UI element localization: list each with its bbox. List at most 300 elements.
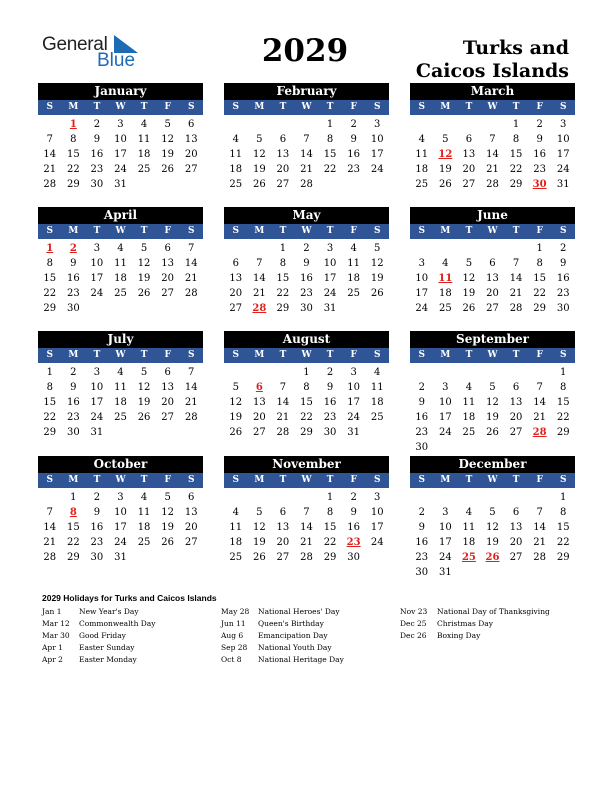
weekday-header <box>410 473 575 488</box>
empty-cell <box>434 117 458 132</box>
day-cell: 26 <box>486 427 499 438</box>
holiday-name: Commonwealth Day <box>79 619 156 628</box>
day-cell: 24 <box>556 164 570 175</box>
day-cell: 22 <box>509 164 523 175</box>
month-july <box>38 331 203 440</box>
holiday-date: Sep 28 <box>221 643 248 652</box>
day-cell: 1 <box>536 243 543 254</box>
day-cell: 23 <box>415 427 429 438</box>
day-cell: 5 <box>256 134 263 145</box>
day-cell: 24 <box>370 537 384 548</box>
day-cell: 18 <box>114 273 127 284</box>
month-march <box>410 83 575 192</box>
day-cell: 15 <box>533 273 546 284</box>
day-cell: 7 <box>303 507 310 518</box>
day-cell: 6 <box>164 367 171 378</box>
day-cell: 29 <box>66 552 80 563</box>
day-grid <box>38 117 203 192</box>
weekday-label: M <box>254 350 265 360</box>
weekday-label: W <box>487 226 498 236</box>
weekday-header <box>224 473 389 488</box>
day-cell: 15 <box>43 273 57 284</box>
day-cell: 21 <box>300 537 313 548</box>
day-cell: 8 <box>46 382 53 393</box>
day-cell: 29 <box>556 552 570 563</box>
weekday-label: M <box>254 102 265 112</box>
day-cell: 16 <box>556 273 570 284</box>
day-cell: 4 <box>465 382 473 393</box>
day-cell: 31 <box>114 179 127 190</box>
weekday-label: S <box>374 350 381 360</box>
day-cell: 15 <box>66 522 80 533</box>
day-cell: 28 <box>486 179 499 190</box>
day-cell: 21 <box>533 537 546 548</box>
holiday-row <box>42 618 156 630</box>
weekday-label: W <box>115 226 126 236</box>
day-cell: 31 <box>323 303 337 314</box>
weekday-header <box>38 473 203 488</box>
day-cell: 22 <box>533 288 546 299</box>
day-cell: 6 <box>489 258 496 269</box>
day-cell: 23 <box>556 288 570 299</box>
day-cell: 9 <box>326 382 334 393</box>
country-line-1: Turks and <box>462 37 569 59</box>
empty-cell <box>504 241 528 256</box>
month-august <box>224 331 389 440</box>
weekday-label: F <box>164 102 171 112</box>
day-cell: 21 <box>276 412 290 423</box>
day-cell: 4 <box>418 134 425 145</box>
logo <box>42 34 152 74</box>
day-cell: 13 <box>184 507 198 518</box>
day-cell: 3 <box>374 492 381 503</box>
day-cell: 3 <box>560 119 567 130</box>
weekday-label: T <box>140 475 148 485</box>
holiday-date: Aug 6 <box>221 631 244 640</box>
weekday-label: S <box>418 226 426 236</box>
holiday-date: Dec 26 <box>400 631 427 640</box>
day-cell: 26 <box>137 288 151 299</box>
day-cell: 11 <box>229 522 243 533</box>
holiday-row <box>42 642 156 654</box>
day-cell: 9 <box>93 507 101 518</box>
day-cell: 20 <box>486 288 499 299</box>
day-cell: 26 <box>252 552 266 563</box>
day-cell: 23 <box>533 164 546 175</box>
day-cell: 11 <box>370 382 384 393</box>
weekday-label: T <box>326 226 334 236</box>
day-cell: 21 <box>509 288 523 299</box>
month-october <box>38 456 203 565</box>
day-cell: 4 <box>140 119 148 130</box>
day-cell: 24 <box>415 303 429 314</box>
weekday-label: S <box>560 475 567 485</box>
day-cell: 7 <box>489 134 496 145</box>
day-cell: 27 <box>486 303 499 314</box>
weekday-label: T <box>279 226 287 236</box>
day-cell: 9 <box>93 134 101 145</box>
weekday-label: F <box>536 102 543 112</box>
weekday-label: M <box>68 350 79 360</box>
month-september <box>410 331 575 455</box>
holiday-row <box>221 630 344 642</box>
day-cell: 6 <box>512 382 520 393</box>
weekday-label: S <box>418 475 426 485</box>
day-cell: 25 <box>438 303 452 314</box>
day-cell: 3 <box>117 492 124 503</box>
day-cell: 2 <box>70 367 77 378</box>
day-cell: 10 <box>415 273 429 284</box>
day-cell: 21 <box>252 288 266 299</box>
day-cell: 7 <box>188 367 195 378</box>
day-cell: 6 <box>279 134 287 145</box>
weekday-label: F <box>350 102 357 112</box>
day-cell: 27 <box>252 427 266 438</box>
weekday-label: T <box>512 102 520 112</box>
day-grid <box>224 490 389 565</box>
day-cell: 13 <box>184 134 198 145</box>
day-cell: 25 <box>370 412 384 423</box>
day-cell: 1 <box>70 492 77 503</box>
month-january <box>38 83 203 192</box>
day-cell: 6 <box>164 243 171 254</box>
day-cell: 1 <box>303 367 310 378</box>
day-cell: 3 <box>418 258 425 269</box>
day-cell: 23 <box>347 164 360 175</box>
day-cell: 14 <box>486 149 499 160</box>
day-cell: 12 <box>137 382 151 393</box>
empty-cell <box>434 241 458 256</box>
day-cell: 24 <box>438 427 452 438</box>
country-line-2: Caicos Islands <box>415 60 569 82</box>
day-cell: 10 <box>90 258 104 269</box>
empty-cell <box>410 365 434 380</box>
day-cell: 19 <box>462 288 476 299</box>
day-cell: 7 <box>256 258 263 269</box>
day-cell: 17 <box>556 149 570 160</box>
day-cell: 11 <box>137 134 151 145</box>
day-grid <box>410 241 575 316</box>
holiday-day: 26 <box>485 552 500 563</box>
month-june <box>410 207 575 316</box>
holiday-day: 8 <box>69 507 77 518</box>
day-cell: 23 <box>90 164 104 175</box>
day-cell: 29 <box>43 427 57 438</box>
day-cell: 8 <box>46 258 53 269</box>
weekday-label: S <box>188 475 195 485</box>
month-title: September <box>410 331 575 348</box>
day-cell: 1 <box>46 367 53 378</box>
day-cell: 15 <box>323 522 337 533</box>
day-cell: 21 <box>486 164 499 175</box>
country-title <box>389 37 569 83</box>
day-cell: 26 <box>462 303 476 314</box>
day-cell: 20 <box>161 273 174 284</box>
day-cell: 26 <box>252 179 266 190</box>
day-cell: 4 <box>232 134 239 145</box>
day-cell: 5 <box>489 507 496 518</box>
day-cell: 27 <box>462 179 476 190</box>
weekday-label: T <box>93 226 101 236</box>
day-cell: 30 <box>300 303 313 314</box>
weekday-label: S <box>560 102 567 112</box>
empty-cell <box>457 490 481 505</box>
holiday-name: National Day of Thanksgiving <box>437 607 550 616</box>
day-cell: 27 <box>276 552 290 563</box>
day-cell: 17 <box>323 273 337 284</box>
empty-cell <box>481 241 505 256</box>
day-cell: 4 <box>374 367 381 378</box>
empty-cell <box>271 490 295 505</box>
weekday-label: W <box>301 226 312 236</box>
day-cell: 9 <box>350 507 357 518</box>
weekday-header <box>38 100 203 115</box>
day-cell: 5 <box>374 243 381 254</box>
holiday-date: Jan 1 <box>42 607 62 616</box>
day-cell: 13 <box>161 382 174 393</box>
day-cell: 19 <box>137 397 151 408</box>
day-cell: 25 <box>229 179 243 190</box>
day-cell: 13 <box>486 273 499 284</box>
weekday-label: W <box>115 475 126 485</box>
day-cell: 12 <box>137 258 151 269</box>
day-cell: 31 <box>438 567 452 578</box>
day-cell: 28 <box>509 303 523 314</box>
weekday-label: F <box>350 350 357 360</box>
day-grid <box>410 365 575 455</box>
day-cell: 19 <box>438 164 452 175</box>
day-cell: 10 <box>114 134 127 145</box>
weekday-label: M <box>254 475 265 485</box>
day-cell: 29 <box>509 179 523 190</box>
day-cell: 16 <box>347 522 360 533</box>
holiday-date: Jun 11 <box>221 619 246 628</box>
weekday-label: S <box>188 226 195 236</box>
weekday-label: F <box>350 226 357 236</box>
day-cell: 4 <box>140 492 148 503</box>
day-cell: 5 <box>164 119 171 130</box>
day-cell: 22 <box>66 164 80 175</box>
day-cell: 30 <box>347 552 360 563</box>
day-cell: 2 <box>93 119 101 130</box>
holiday-name: Christmas Day <box>437 619 493 628</box>
weekday-label: S <box>232 350 240 360</box>
day-cell: 13 <box>161 258 174 269</box>
day-cell: 6 <box>188 492 195 503</box>
empty-cell <box>434 365 458 380</box>
day-cell: 3 <box>442 507 449 518</box>
day-cell: 29 <box>556 427 570 438</box>
day-cell: 3 <box>117 119 124 130</box>
day-cell: 29 <box>533 303 546 314</box>
day-cell: 24 <box>90 412 104 423</box>
month-april <box>38 207 203 316</box>
empty-cell <box>410 117 434 132</box>
weekday-label: S <box>374 102 381 112</box>
day-cell: 14 <box>276 397 290 408</box>
day-cell: 28 <box>184 288 198 299</box>
day-grid <box>410 490 575 580</box>
holiday-row <box>221 642 344 654</box>
day-cell: 15 <box>323 149 337 160</box>
holiday-date: May 28 <box>221 607 250 616</box>
empty-cell <box>248 365 272 380</box>
weekday-label: S <box>46 102 54 112</box>
day-cell: 14 <box>43 522 57 533</box>
day-cell: 25 <box>347 288 360 299</box>
day-cell: 25 <box>415 179 429 190</box>
day-cell: 23 <box>415 552 429 563</box>
holiday-name: Boxing Day <box>437 631 481 640</box>
month-may <box>224 207 389 316</box>
day-cell: 18 <box>462 537 476 548</box>
holiday-name: New Year's Day <box>79 607 139 616</box>
day-grid <box>224 241 389 316</box>
day-cell: 16 <box>90 149 104 160</box>
day-cell: 13 <box>276 522 290 533</box>
weekday-header <box>410 100 575 115</box>
weekday-header <box>38 224 203 239</box>
weekday-label: T <box>512 226 520 236</box>
day-cell: 1 <box>512 119 520 130</box>
holiday-day: 25 <box>461 552 476 563</box>
day-cell: 12 <box>462 273 476 284</box>
weekday-label: F <box>164 475 171 485</box>
holiday-row <box>221 618 344 630</box>
holiday-column <box>221 606 344 666</box>
day-cell: 2 <box>303 243 310 254</box>
weekday-label: W <box>301 475 312 485</box>
weekday-label: S <box>374 475 381 485</box>
holiday-name: Easter Monday <box>79 655 137 664</box>
month-title: March <box>410 83 575 100</box>
day-cell: 23 <box>300 288 313 299</box>
day-cell: 16 <box>90 522 104 533</box>
weekday-label: S <box>232 475 240 485</box>
weekday-label: F <box>536 350 543 360</box>
holiday-day: 30 <box>532 179 547 190</box>
day-cell: 19 <box>252 537 266 548</box>
month-title: June <box>410 207 575 224</box>
day-cell: 26 <box>370 288 384 299</box>
day-cell: 31 <box>114 552 127 563</box>
day-cell: 20 <box>509 412 523 423</box>
weekday-label: W <box>487 102 498 112</box>
empty-cell <box>410 241 434 256</box>
day-grid <box>38 490 203 565</box>
holiday-name: National Heroes' Day <box>258 607 340 616</box>
day-cell: 4 <box>117 367 124 378</box>
holiday-row <box>221 606 344 618</box>
day-cell: 6 <box>188 119 195 130</box>
month-title: December <box>410 456 575 473</box>
empty-cell <box>271 117 295 132</box>
day-cell: 20 <box>161 397 174 408</box>
day-cell: 3 <box>93 243 101 254</box>
day-cell: 9 <box>350 134 357 145</box>
day-cell: 16 <box>323 397 337 408</box>
day-cell: 13 <box>252 397 266 408</box>
month-november <box>224 456 389 565</box>
day-cell: 14 <box>300 522 313 533</box>
weekday-label: T <box>512 350 520 360</box>
day-cell: 30 <box>66 427 80 438</box>
month-title: January <box>38 83 203 100</box>
day-cell: 25 <box>229 552 243 563</box>
day-cell: 16 <box>66 397 80 408</box>
holiday-day: 6 <box>255 382 263 393</box>
day-cell: 27 <box>184 164 198 175</box>
holiday-day: 12 <box>438 149 453 160</box>
day-cell: 20 <box>276 164 290 175</box>
weekday-label: S <box>46 475 54 485</box>
day-cell: 29 <box>276 303 290 314</box>
weekday-label: T <box>93 350 101 360</box>
day-cell: 24 <box>370 164 384 175</box>
weekday-label: W <box>115 350 126 360</box>
weekday-label: M <box>440 226 451 236</box>
holiday-row <box>400 618 550 630</box>
day-cell: 23 <box>66 412 80 423</box>
day-cell: 22 <box>323 537 337 548</box>
day-cell: 12 <box>252 522 266 533</box>
day-cell: 15 <box>66 149 80 160</box>
holiday-day: 28 <box>252 303 267 314</box>
day-cell: 16 <box>533 149 546 160</box>
weekday-label: T <box>279 102 287 112</box>
empty-cell <box>38 490 62 505</box>
holiday-name: Good Friday <box>79 631 126 640</box>
day-cell: 21 <box>43 537 57 548</box>
day-cell: 22 <box>276 288 290 299</box>
day-cell: 17 <box>347 397 360 408</box>
day-cell: 10 <box>370 134 384 145</box>
day-cell: 17 <box>415 288 429 299</box>
day-cell: 5 <box>256 507 263 518</box>
day-cell: 31 <box>556 179 570 190</box>
weekday-label: M <box>440 475 451 485</box>
weekday-label: S <box>188 350 195 360</box>
day-cell: 30 <box>66 303 80 314</box>
day-cell: 18 <box>347 273 360 284</box>
empty-cell <box>248 490 272 505</box>
day-cell: 20 <box>184 149 198 160</box>
day-cell: 28 <box>300 552 313 563</box>
day-cell: 8 <box>536 258 543 269</box>
day-cell: 2 <box>560 243 567 254</box>
day-cell: 12 <box>229 397 243 408</box>
holiday-date: Dec 25 <box>400 619 427 628</box>
day-cell: 20 <box>509 537 523 548</box>
day-cell: 16 <box>66 273 80 284</box>
day-cell: 8 <box>326 507 334 518</box>
empty-cell <box>295 117 319 132</box>
month-title: May <box>224 207 389 224</box>
weekday-label: S <box>560 226 567 236</box>
day-cell: 22 <box>323 164 337 175</box>
day-cell: 25 <box>462 427 476 438</box>
day-cell: 18 <box>114 397 127 408</box>
weekday-label: T <box>326 350 334 360</box>
weekday-label: W <box>301 350 312 360</box>
day-cell: 13 <box>509 522 523 533</box>
day-cell: 17 <box>114 522 127 533</box>
day-cell: 7 <box>46 134 53 145</box>
day-cell: 15 <box>509 149 523 160</box>
day-cell: 20 <box>184 522 198 533</box>
day-cell: 20 <box>462 164 476 175</box>
day-cell: 20 <box>229 288 243 299</box>
